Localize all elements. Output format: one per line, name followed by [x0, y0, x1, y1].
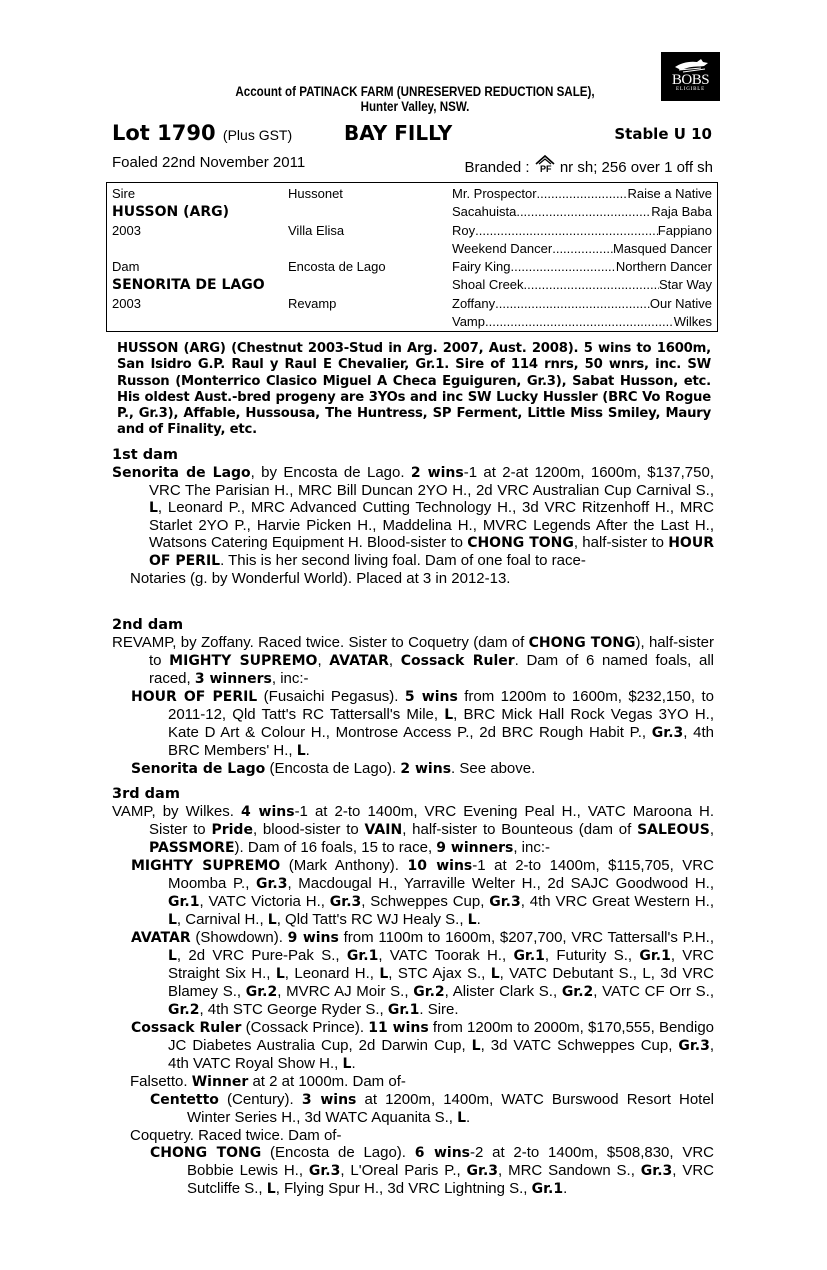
entry-text: , Leonard H.,	[284, 965, 380, 982]
pedigree-entry	[112, 634, 714, 688]
entry-text: -1 at 2-to 1400m, $115,705, VRC Moomba P.,	[168, 857, 714, 892]
entry-text: , VATC Victoria H.,	[199, 893, 330, 910]
logo-title: BOBS	[671, 72, 710, 88]
grandparent-row: Fairy King ..... Northern Dancer	[452, 259, 712, 275]
bold-highlight: 5 wins	[404, 689, 458, 705]
third-dam-section	[112, 786, 714, 1198]
pedigree-entry	[112, 1019, 714, 1073]
entry-text: , by Encosta de Lago.	[250, 464, 411, 481]
entry-text: -1 at 2-to 1400m, VRC Evening Peal H., VATC Maroona H. Sister to	[149, 803, 714, 838]
bold-highlight: 3 wins	[301, 1092, 357, 1108]
entry-text: (Encosta de Lago).	[265, 760, 401, 777]
entry-text: VAMP, by Wilkes.	[112, 803, 242, 820]
entry-text: , Leonard P., MRC Advanced Cutting Technology H., 3d VRC Ritzenhoff H., MRC Starlet 2YO P., Harvie Picken H., Maddelina H., MVRC Legends After the Last H., Watsons Catering Equipment H. Blood-sister to	[149, 499, 714, 551]
grandparent-row: Zoffany ..... Our Native	[452, 296, 712, 312]
bold-highlight: Gr.1	[639, 948, 671, 964]
entry-text: (Fusaichi Pegasus).	[257, 688, 405, 705]
bold-highlight: L	[296, 743, 306, 759]
entry-text: ,	[317, 652, 330, 669]
entry-text: -1 at 2-at 1200m, 1600m, $137,750, VRC The Parisian H., MRC Bill Duncan 2YO H., 2d VRC Australian Cup Carnival S.,	[149, 464, 714, 499]
bold-highlight: CHONG TONG	[528, 635, 636, 651]
bold-highlight: Gr.3	[678, 1038, 710, 1054]
entry-text: .	[351, 1055, 356, 1072]
brand-info	[464, 154, 713, 177]
bold-highlight: SALEOUS	[637, 822, 710, 838]
vendor-heading	[187, 84, 643, 114]
pedigree-entry	[112, 929, 714, 1019]
bold-highlight: 9 wins	[287, 930, 339, 946]
entry-text: . Sire.	[419, 1001, 459, 1018]
bold-highlight: 6 wins	[414, 1145, 471, 1161]
entry-text: .	[476, 911, 481, 928]
logo-subtitle: ELIGIBLE	[676, 87, 705, 92]
pedigree-entry	[112, 570, 714, 587]
bold-highlight: 3 winners	[194, 671, 272, 687]
bold-highlight: Gr.3	[329, 894, 362, 910]
bold-highlight: L	[471, 1038, 481, 1054]
foaled-date: Foaled 22nd November 2011	[112, 154, 306, 171]
bold-highlight: L	[490, 966, 500, 982]
bold-highlight: L	[149, 500, 158, 516]
branded-text: nr sh; 256 over 1 off sh	[559, 159, 713, 176]
svg-text:PF: PF	[539, 164, 552, 174]
stable-location: Stable U 10	[614, 125, 712, 143]
bold-highlight: Gr.1	[346, 948, 379, 964]
entries	[112, 803, 714, 1198]
grandparent-row: Sacahuista ..... Raja Baba	[452, 204, 712, 220]
grandparent-row: Roy ..... Fappiano	[452, 223, 712, 239]
grandparent-row: Weekend Dancer ..... Masqued Dancer	[452, 241, 712, 257]
entry-text: , blood-sister to	[252, 821, 365, 838]
bold-highlight: Centetto	[150, 1092, 219, 1108]
entry-text: , Alister Clark S.,	[444, 983, 562, 1000]
vendor-line-2: Hunter Valley, NSW.	[360, 99, 470, 114]
entry-text: at 1200m, 1400m, WATC Burswood Resort Hotel Winter Series H., 3d WATC Aquanita S.,	[187, 1091, 714, 1126]
pedigree-entry	[112, 857, 714, 929]
bold-highlight: Gr.3	[466, 1163, 499, 1179]
bold-highlight: Gr.3	[489, 894, 521, 910]
grandparent-row: Shoal Creek ..... Star Way	[452, 277, 712, 293]
bold-highlight: Cossack Ruler	[400, 653, 515, 669]
entry-text: , half-sister to Bounteous (dam of	[402, 821, 638, 838]
bobs-eligible-logo	[661, 52, 720, 101]
dam-name: SENORITA DE LAGO	[112, 277, 265, 293]
entry-text: , inc:-	[271, 670, 309, 687]
entry-text: (Showdown).	[190, 929, 288, 946]
entry-text: , Schweppes Cup,	[361, 893, 490, 910]
entry-text: , VATC CF Orr S.,	[593, 983, 714, 1000]
bold-highlight: Gr.3	[256, 876, 288, 892]
entry-text: , 4th STC George Ryder S.,	[199, 1001, 388, 1018]
entry-text: . This is her second living foal. Dam of one foal to race-	[220, 552, 586, 569]
bold-highlight: L	[342, 1056, 352, 1072]
entry-text: , Qld Tatt's RC WJ Healy S.,	[276, 911, 468, 928]
bold-highlight: L	[168, 948, 177, 964]
sire-sire: Hussonet	[288, 186, 343, 201]
dam-year: 2003	[112, 296, 141, 311]
bold-highlight: CHONG TONG	[467, 535, 574, 551]
pedigree-entry	[112, 1144, 714, 1198]
bold-highlight: Gr.3	[308, 1163, 341, 1179]
bold-highlight: L	[275, 966, 285, 982]
dam-sire: Encosta de Lago	[288, 259, 386, 274]
pedigree-table	[106, 182, 718, 332]
pedigree-entry	[112, 688, 714, 760]
bold-highlight: Pride	[211, 822, 253, 838]
bold-highlight: Gr.1	[513, 948, 545, 964]
horse-head-icon	[671, 57, 711, 73]
bold-highlight: 11 wins	[368, 1020, 429, 1036]
bold-highlight: Senorita de Lago	[112, 465, 251, 481]
section-heading: 1st dam	[112, 447, 178, 463]
entry-text: . See above.	[451, 760, 536, 777]
entries	[112, 634, 714, 778]
entry-text: , 4th BRC Members' H.,	[168, 724, 714, 759]
pf-brand-icon	[534, 154, 556, 174]
lot-label: Lot 1790	[112, 121, 216, 145]
entries	[112, 464, 714, 587]
entry-text: , 2d VRC Pure-Pak S.,	[176, 947, 347, 964]
lot-number	[112, 120, 292, 148]
sire-year: 2003	[112, 223, 141, 238]
bold-highlight: AVATAR	[131, 930, 191, 946]
entry-text: , Carnival H.,	[176, 911, 268, 928]
bold-highlight: L	[444, 707, 454, 723]
entry-text: , MVRC AJ Moir S.,	[277, 983, 414, 1000]
bold-highlight: Gr.1	[387, 1002, 420, 1018]
bold-highlight: L	[379, 966, 389, 982]
entry-text: -2 at 2-to 1400m, $508,830, VRC Bobbie Lewis H.,	[187, 1144, 714, 1179]
horse-description: BAY FILLY	[344, 121, 453, 145]
entry-text: ,	[388, 652, 401, 669]
bold-highlight: 10 wins	[407, 858, 473, 874]
entry-text: , 4th VRC Great Western H.,	[520, 893, 715, 910]
sire-label: Sire	[112, 186, 136, 201]
entry-text: . Dam of 6 named foals, all raced,	[149, 652, 714, 687]
entry-text: .	[305, 742, 310, 759]
grandparent-row: Mr. Prospector ..... Raise a Native	[452, 186, 712, 202]
bold-highlight: PASSMORE	[149, 840, 235, 856]
pedigree-entry	[112, 1127, 714, 1144]
lot-gst: (Plus GST)	[222, 127, 293, 143]
second-dam-section	[112, 617, 714, 778]
bold-highlight: Gr.2	[168, 1002, 200, 1018]
entry-text: ,	[709, 821, 714, 838]
entry-text: , Flying Spur H., 3d VRC Lightning S.,	[275, 1180, 532, 1197]
bold-highlight: Gr.2	[413, 984, 445, 1000]
bold-highlight: AVATAR	[329, 653, 389, 669]
entry-text: Coquetry. Raced twice. Dam of-	[130, 1127, 342, 1144]
entry-text: from 1200m to 2000m, $170,555, Bendigo JC Diabetes Australia Cup, 2d Darwin Cup,	[168, 1019, 715, 1054]
entry-text: (Cossack Prince).	[241, 1019, 369, 1036]
bold-highlight: 2 wins	[400, 761, 452, 777]
bold-highlight: Gr.2	[245, 984, 278, 1000]
bold-highlight: L	[266, 1181, 276, 1197]
bold-highlight: MIGHTY SUPREMO	[131, 858, 281, 874]
bold-highlight: 2 wins	[410, 465, 464, 481]
entry-text: from 1100m to 1600m, $207,700, VRC Tattersall's P.H.,	[338, 929, 715, 946]
entry-text: .	[466, 1109, 471, 1126]
entry-text: , VATC Debutant S., L, 3d VRC Blamey S.,	[168, 965, 714, 1000]
entry-text: , VRC Sutcliffe S.,	[187, 1162, 714, 1197]
entry-text: Falsetto.	[130, 1073, 192, 1090]
entry-text: , 4th VATC Royal Show H.,	[168, 1037, 714, 1072]
entry-text: , BRC Mick Hall Rock Vegas 3YO H., Kate D Art & Colour H., Montrose Access P., 2d BRC Rough Habit P.,	[168, 706, 714, 741]
bold-highlight: Gr.2	[561, 984, 594, 1000]
grandparent-row: Vamp ..... Wilkes	[452, 314, 712, 330]
entry-text: (Mark Anthony).	[280, 857, 408, 874]
sire-summary: HUSSON (ARG) (Chestnut 2003-Stud in Arg. 2007, Aust. 2008). 5 wins to 1600m, San Isidro G.P. Raul y Raul E Chevalier, Gr.1. Sire of 114 rnrs, 50 wnrs, inc. SW Russon (Monterrico Clasico Miguel A Checa Eguiguren, Gr.3), Sabat Husson, etc. His oldest Aust.-bred progeny are 3YOs and inc SW Lucky Hussler (BRC Vo Rogue P., Gr.3), Affable, Hussousa, The Huntress, SP Ferment, Little Miss Smiley, Maury and of Finality, etc.	[117, 341, 711, 438]
bold-highlight: Gr.3	[651, 725, 684, 741]
entry-text: , L'Oreal Paris P.,	[340, 1162, 467, 1179]
entry-text: ), half-sister to	[149, 634, 714, 669]
bold-highlight: Gr.1	[168, 894, 200, 910]
sire-dam: Villa Elisa	[288, 223, 345, 238]
section-heading: 2nd dam	[112, 617, 184, 633]
bold-highlight: VAIN	[364, 822, 403, 838]
entry-text: REVAMP, by Zoffany. Raced twice. Sister to Coquetry (dam of	[112, 634, 529, 651]
entry-text: , STC Ajax S.,	[388, 965, 491, 982]
lot-line	[112, 120, 714, 148]
bold-highlight: HOUR OF PERIL	[149, 535, 714, 569]
entry-text: , Macdougal H., Yarraville Welter H., 2d SAJC Goodwood H.,	[287, 875, 714, 892]
dam-dam: Revamp	[288, 296, 337, 311]
bold-highlight: 4 wins	[241, 804, 295, 820]
bold-highlight: MIGHTY SUPREMO	[169, 653, 318, 669]
entry-text: , half-sister to	[573, 534, 669, 551]
entry-text: , MRC Sandown S.,	[498, 1162, 641, 1179]
entry-text: (Encosta de Lago).	[261, 1144, 415, 1161]
pedigree-entry	[112, 803, 714, 857]
pedigree-entry	[112, 1091, 714, 1127]
bold-highlight: Winner	[191, 1074, 249, 1090]
bold-highlight: Gr.1	[531, 1181, 564, 1197]
entry-text: ). Dam of 16 foals, 15 to race,	[234, 839, 437, 856]
entry-text: , VATC Toorak H.,	[378, 947, 514, 964]
bold-highlight: Gr.3	[640, 1163, 673, 1179]
entry-text: , inc:-	[513, 839, 550, 856]
pedigree-entry	[112, 1073, 714, 1091]
bold-highlight: Cossack Ruler	[131, 1020, 242, 1036]
bold-highlight: HOUR OF PERIL	[131, 689, 258, 705]
bold-highlight: L	[267, 912, 277, 928]
first-dam-section	[112, 447, 714, 587]
sire-name: HUSSON (ARG)	[112, 204, 230, 220]
entry-text: from 1200m to 1600m, $232,150, to 2011-12, Qld Tatt's RC Tattersall's Mile,	[168, 688, 715, 723]
pedigree-entry	[112, 464, 714, 570]
vendor-line-1: Account of PATINACK FARM (UNRESERVED REDUCTION SALE),	[235, 84, 595, 99]
pedigree-entry	[112, 760, 714, 778]
bold-highlight: CHONG TONG	[150, 1145, 262, 1161]
dam-label: Dam	[112, 259, 140, 274]
bold-highlight: L	[457, 1110, 467, 1126]
bold-highlight: Senorita de Lago	[131, 761, 266, 777]
entry-text: at 2 at 1000m. Dam of-	[248, 1073, 406, 1090]
branded-label: Branded :	[464, 159, 530, 176]
bold-highlight: L	[467, 912, 477, 928]
bold-highlight: L	[168, 912, 177, 928]
entry-text: , Futurity S.,	[544, 947, 640, 964]
section-heading: 3rd dam	[112, 786, 180, 802]
entry-text: , 3d VATC Schweppes Cup,	[480, 1037, 679, 1054]
entry-text: .	[563, 1180, 568, 1197]
entry-text: , VRC Straight Six H.,	[168, 947, 714, 982]
bold-highlight: 9 winners	[436, 840, 514, 856]
entry-text: (Century).	[218, 1091, 302, 1108]
entry-text: Notaries (g. by Wonderful World). Placed at 3 in 2012-13.	[130, 570, 511, 587]
